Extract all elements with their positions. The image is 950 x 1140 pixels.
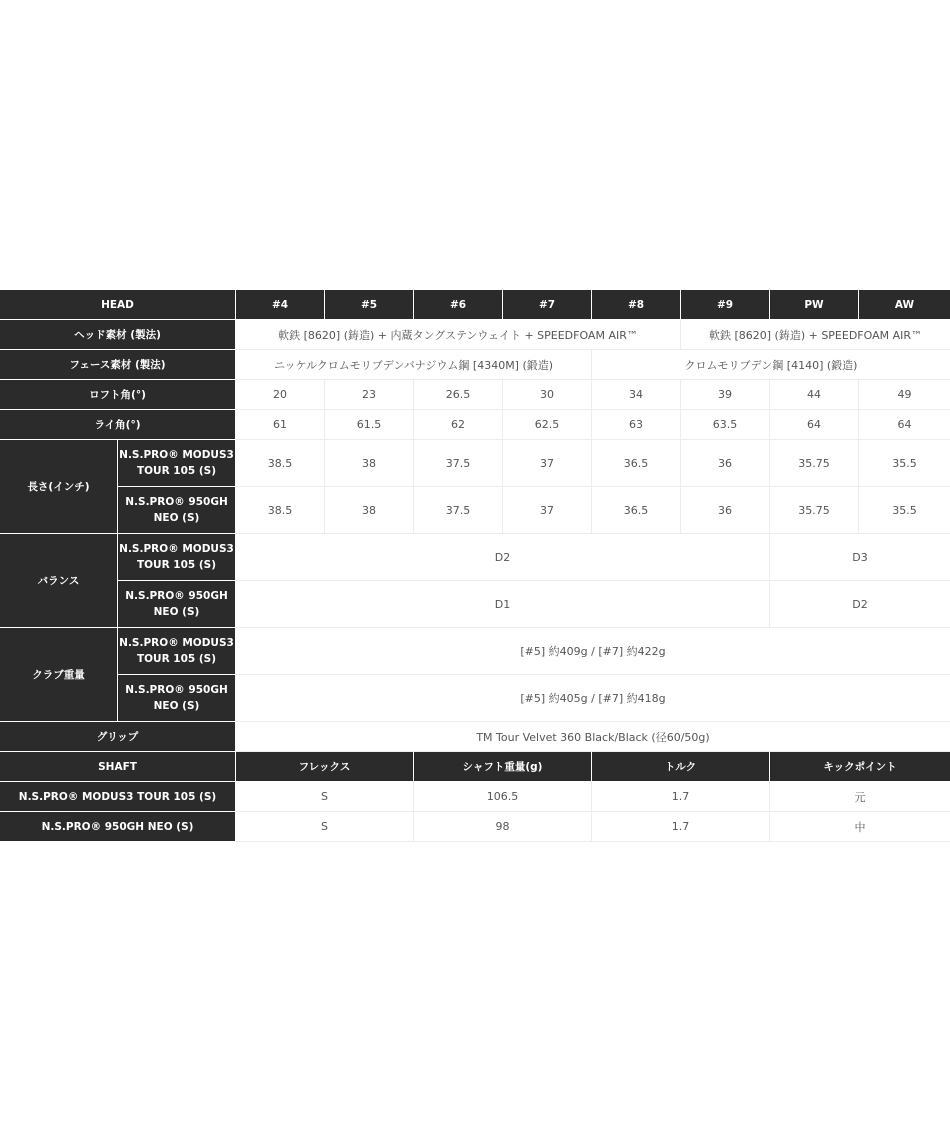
column-header: #4: [236, 290, 325, 320]
length-value: 36.5: [592, 440, 681, 487]
grip-value: TM Tour Velvet 360 Black/Black (径60/50g): [236, 722, 950, 752]
loft-value: 23: [325, 380, 414, 410]
column-header: PW: [770, 290, 859, 320]
length-value: 35.5: [859, 440, 950, 487]
column-header: #5: [325, 290, 414, 320]
lie-row: [0, 410, 950, 440]
length-value: 37: [503, 440, 592, 487]
shaft-header-label: SHAFT: [0, 752, 236, 782]
shaft-torque: 1.7: [592, 812, 770, 842]
club-weight-value: [#5] 約405g / [#7] 約418g: [236, 675, 950, 722]
lie-value: 63.5: [681, 410, 770, 440]
loft-row: [0, 380, 950, 410]
head-material-row: [0, 320, 950, 350]
column-header: #9: [681, 290, 770, 320]
face-material-group1: ニッケルクロムモリブデンバナジウム鋼 [4340M] (鍛造): [236, 350, 592, 380]
shaft-name-line2: TOUR 105 (S): [136, 465, 217, 477]
grip-row: [0, 722, 950, 752]
face-material-group2: クロムモリブデン鋼 [4140] (鍛造): [592, 350, 950, 380]
column-header: #6: [414, 290, 503, 320]
length-value: 37: [503, 487, 592, 534]
length-value: 35.5: [859, 487, 950, 534]
lie-value: 64: [770, 410, 859, 440]
lie-value: 61: [236, 410, 325, 440]
shaft-name-modus: [118, 628, 236, 675]
balance-value: D2: [770, 581, 950, 628]
length-value: 36.5: [592, 487, 681, 534]
shaft-name-neo: [118, 487, 236, 534]
shaft-flex: S: [236, 782, 414, 812]
shaft-name-line1: N.S.PRO® MODUS3: [119, 543, 234, 555]
loft-value: 39: [681, 380, 770, 410]
shaft-name-line2: TOUR 105 (S): [136, 559, 217, 571]
shaft-name-neo: [118, 581, 236, 628]
shaft-name-line2: NEO (S): [153, 606, 200, 618]
head-material-group2: 軟鉄 [8620] (鋳造) + SPEEDFOAM AIR™: [681, 320, 950, 350]
balance-label: バランス: [0, 534, 118, 628]
length-value: 38.5: [236, 440, 325, 487]
shaft-column-header: フレックス: [236, 752, 414, 782]
lie-value: 64: [859, 410, 950, 440]
shaft-column-header: シャフト重量(g): [414, 752, 592, 782]
length-neo-row: [0, 487, 950, 534]
shaft-column-header: キックポイント: [770, 752, 950, 782]
shaft-name-line1: N.S.PRO® 950GH: [125, 590, 228, 602]
length-value: 38: [325, 487, 414, 534]
club-weight-value: [#5] 約409g / [#7] 約422g: [236, 628, 950, 675]
loft-value: 49: [859, 380, 950, 410]
length-value: 36: [681, 487, 770, 534]
shaft-name-neo: [118, 675, 236, 722]
balance-value: D2: [236, 534, 770, 581]
balance-modus-row: [0, 534, 950, 581]
face-material-row: [0, 350, 950, 380]
shaft-column-header: トルク: [592, 752, 770, 782]
club-weight-modus-row: [0, 628, 950, 675]
face-material-label: フェース素材 (製法): [0, 350, 236, 380]
shaft-row-name: N.S.PRO® MODUS3 TOUR 105 (S): [0, 782, 236, 812]
shaft-row-name: N.S.PRO® 950GH NEO (S): [0, 812, 236, 842]
shaft-weight: 98: [414, 812, 592, 842]
loft-value: 20: [236, 380, 325, 410]
head-material-group1: 軟鉄 [8620] (鋳造) + 内蔵タングステンウェイト + SPEEDFOAM AIR™: [236, 320, 681, 350]
loft-value: 44: [770, 380, 859, 410]
lie-value: 62: [414, 410, 503, 440]
shaft-header-row: [0, 752, 950, 782]
length-value: 35.75: [770, 487, 859, 534]
shaft-name-line1: N.S.PRO® 950GH: [125, 496, 228, 508]
shaft-name-line1: N.S.PRO® MODUS3: [119, 637, 234, 649]
loft-value: 34: [592, 380, 681, 410]
length-modus-row: [0, 440, 950, 487]
length-value: 37.5: [414, 487, 503, 534]
loft-value: 30: [503, 380, 592, 410]
spec-table: [0, 290, 950, 842]
shaft-name-line1: N.S.PRO® 950GH: [125, 684, 228, 696]
balance-neo-row: [0, 581, 950, 628]
shaft-name-modus: [118, 534, 236, 581]
shaft-name-line2: NEO (S): [153, 512, 200, 524]
balance-value: D1: [236, 581, 770, 628]
club-weight-neo-row: [0, 675, 950, 722]
length-label: 長さ(インチ): [0, 440, 118, 534]
loft-label: ロフト角(°): [0, 380, 236, 410]
length-value: 35.75: [770, 440, 859, 487]
shaft-row: [0, 782, 950, 812]
shaft-name-line2: TOUR 105 (S): [136, 653, 217, 665]
shaft-kickpoint: 中: [770, 812, 950, 842]
shaft-weight: 106.5: [414, 782, 592, 812]
shaft-kickpoint: 元: [770, 782, 950, 812]
head-material-label: ヘッド素材 (製法): [0, 320, 236, 350]
balance-value: D3: [770, 534, 950, 581]
shaft-name-line2: NEO (S): [153, 700, 200, 712]
length-value: 38: [325, 440, 414, 487]
shaft-name-line1: N.S.PRO® MODUS3: [119, 449, 234, 461]
lie-value: 62.5: [503, 410, 592, 440]
lie-value: 61.5: [325, 410, 414, 440]
grip-label: グリップ: [0, 722, 236, 752]
length-value: 38.5: [236, 487, 325, 534]
shaft-name-modus: [118, 440, 236, 487]
length-value: 36: [681, 440, 770, 487]
shaft-row: [0, 812, 950, 842]
shaft-flex: S: [236, 812, 414, 842]
head-header-row: [0, 290, 950, 320]
head-header-label: HEAD: [0, 290, 236, 320]
length-value: 37.5: [414, 440, 503, 487]
loft-value: 26.5: [414, 380, 503, 410]
lie-value: 63: [592, 410, 681, 440]
shaft-torque: 1.7: [592, 782, 770, 812]
column-header: AW: [859, 290, 950, 320]
club-weight-label: クラブ重量: [0, 628, 118, 722]
lie-label: ライ角(°): [0, 410, 236, 440]
column-header: #7: [503, 290, 592, 320]
column-header: #8: [592, 290, 681, 320]
